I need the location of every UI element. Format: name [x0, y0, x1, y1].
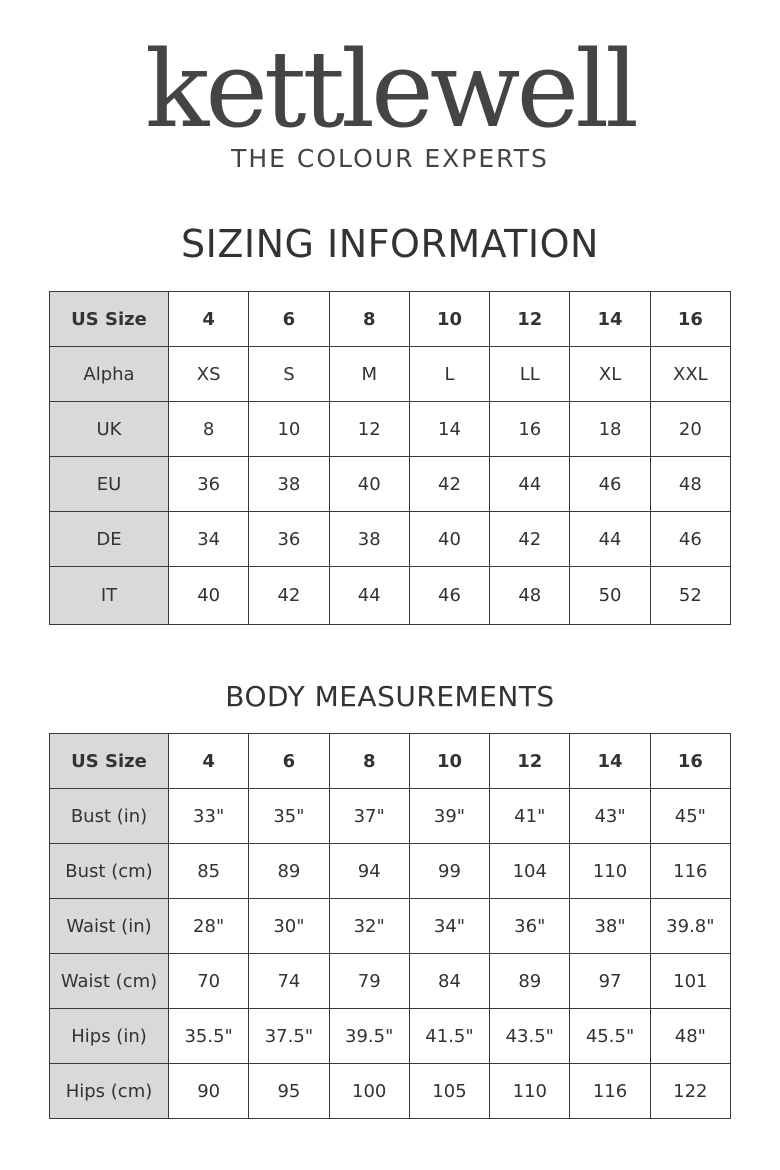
table-header-cell: 6 — [249, 734, 329, 789]
table-cell: 95 — [249, 1064, 329, 1119]
table-row — [50, 1064, 731, 1119]
table-header-cell: 6 — [249, 292, 329, 347]
row-label: Waist (in) — [50, 899, 169, 954]
table-cell: 10 — [249, 402, 329, 457]
table-cell: 38" — [570, 899, 650, 954]
table-cell: 42 — [409, 457, 489, 512]
table-cell: 39.8" — [650, 899, 730, 954]
table-cell: 85 — [169, 844, 249, 899]
table-cell: 42 — [490, 512, 570, 567]
table-cell: 40 — [169, 567, 249, 625]
table-cell: 50 — [570, 567, 650, 625]
table-cell: 34" — [409, 899, 489, 954]
table-cell: 35" — [249, 789, 329, 844]
brand-tagline: THE COLOUR EXPERTS — [231, 144, 549, 173]
table-row — [50, 512, 731, 567]
table-cell: M — [329, 347, 409, 402]
sizing-table-body — [50, 292, 731, 625]
table-cell: 100 — [329, 1064, 409, 1119]
table-header-cell: 16 — [650, 292, 730, 347]
table-cell: 41.5" — [409, 1009, 489, 1064]
table-cell: 37" — [329, 789, 409, 844]
row-label: DE — [50, 512, 169, 567]
table-cell: 39.5" — [329, 1009, 409, 1064]
table-cell: 90 — [169, 1064, 249, 1119]
table-cell: 33" — [169, 789, 249, 844]
table-header-cell: 12 — [490, 734, 570, 789]
table-row — [50, 954, 731, 1009]
table-cell: 38 — [249, 457, 329, 512]
table-header-cell: 4 — [169, 292, 249, 347]
table-cell: 12 — [329, 402, 409, 457]
table-cell: 14 — [409, 402, 489, 457]
table-cell: 48 — [650, 457, 730, 512]
table-cell: 40 — [329, 457, 409, 512]
table-cell: 39" — [409, 789, 489, 844]
row-label: Bust (in) — [50, 789, 169, 844]
table-cell: 116 — [650, 844, 730, 899]
table-cell: 48 — [490, 567, 570, 625]
table-cell: 41" — [490, 789, 570, 844]
table-header-cell: 12 — [490, 292, 570, 347]
table-cell: XL — [570, 347, 650, 402]
table-header-cell: 14 — [570, 734, 650, 789]
brand-name: kettlewell — [144, 28, 636, 151]
table-header-row — [50, 292, 731, 347]
table-cell: 42 — [249, 567, 329, 625]
table-cell: 104 — [490, 844, 570, 899]
table-cell: 105 — [409, 1064, 489, 1119]
table-header-cell: 10 — [409, 734, 489, 789]
row-label: Waist (cm) — [50, 954, 169, 1009]
table-cell: 30" — [249, 899, 329, 954]
row-label: Alpha — [50, 347, 169, 402]
table-header-cell: 8 — [329, 734, 409, 789]
table-cell: 44 — [329, 567, 409, 625]
table-cell: 122 — [650, 1064, 730, 1119]
table-cell: 45" — [650, 789, 730, 844]
table-cell: 110 — [490, 1064, 570, 1119]
table-cell: 16 — [490, 402, 570, 457]
table-cell: 116 — [570, 1064, 650, 1119]
body-measurements-title: BODY MEASUREMENTS — [225, 680, 555, 713]
table-cell: XXL — [650, 347, 730, 402]
table-cell: 45.5" — [570, 1009, 650, 1064]
sizing-title: SIZING INFORMATION — [181, 222, 599, 266]
table-cell: 40 — [409, 512, 489, 567]
row-label: Hips (cm) — [50, 1064, 169, 1119]
table-cell: L — [409, 347, 489, 402]
table-row — [50, 899, 731, 954]
table-cell: 8 — [169, 402, 249, 457]
table-header-cell: 10 — [409, 292, 489, 347]
table-header-row — [50, 734, 731, 789]
row-label: Hips (in) — [50, 1009, 169, 1064]
table-cell: 36 — [249, 512, 329, 567]
table-cell: 89 — [249, 844, 329, 899]
table-cell: 46 — [409, 567, 489, 625]
table-cell: 79 — [329, 954, 409, 1009]
table-row — [50, 789, 731, 844]
table-cell: 32" — [329, 899, 409, 954]
table-cell: 101 — [650, 954, 730, 1009]
table-header-cell: US Size — [50, 292, 169, 347]
table-cell: 38 — [329, 512, 409, 567]
brand-logo — [0, 28, 780, 173]
table-cell: 89 — [490, 954, 570, 1009]
table-cell: 97 — [570, 954, 650, 1009]
table-row — [50, 347, 731, 402]
table-cell: 48" — [650, 1009, 730, 1064]
row-label: EU — [50, 457, 169, 512]
row-label: Bust (cm) — [50, 844, 169, 899]
table-row — [50, 844, 731, 899]
table-header-cell: 8 — [329, 292, 409, 347]
row-label: UK — [50, 402, 169, 457]
table-row — [50, 457, 731, 512]
sizing-table — [49, 291, 731, 625]
table-cell: 70 — [169, 954, 249, 1009]
table-cell: XS — [169, 347, 249, 402]
table-cell: 99 — [409, 844, 489, 899]
body-measurements-table — [49, 733, 731, 1119]
table-cell: S — [249, 347, 329, 402]
table-cell: 46 — [650, 512, 730, 567]
table-header-cell: 16 — [650, 734, 730, 789]
table-row — [50, 1009, 731, 1064]
table-cell: 18 — [570, 402, 650, 457]
table-cell: 43" — [570, 789, 650, 844]
table-cell: 52 — [650, 567, 730, 625]
table-cell: 34 — [169, 512, 249, 567]
table-cell: 43.5" — [490, 1009, 570, 1064]
table-cell: 44 — [570, 512, 650, 567]
table-cell: 94 — [329, 844, 409, 899]
table-cell: 74 — [249, 954, 329, 1009]
table-cell: 44 — [490, 457, 570, 512]
table-cell: 20 — [650, 402, 730, 457]
table-header-cell: 14 — [570, 292, 650, 347]
table-row — [50, 567, 731, 625]
table-cell: 36 — [169, 457, 249, 512]
table-cell: 110 — [570, 844, 650, 899]
body-table-body — [50, 734, 731, 1119]
table-cell: 46 — [570, 457, 650, 512]
table-cell: 35.5" — [169, 1009, 249, 1064]
row-label: IT — [50, 567, 169, 625]
table-cell: 37.5" — [249, 1009, 329, 1064]
table-cell: 28" — [169, 899, 249, 954]
table-cell: 84 — [409, 954, 489, 1009]
table-cell: LL — [490, 347, 570, 402]
table-cell: 36" — [490, 899, 570, 954]
table-header-cell: US Size — [50, 734, 169, 789]
table-header-cell: 4 — [169, 734, 249, 789]
table-row — [50, 402, 731, 457]
